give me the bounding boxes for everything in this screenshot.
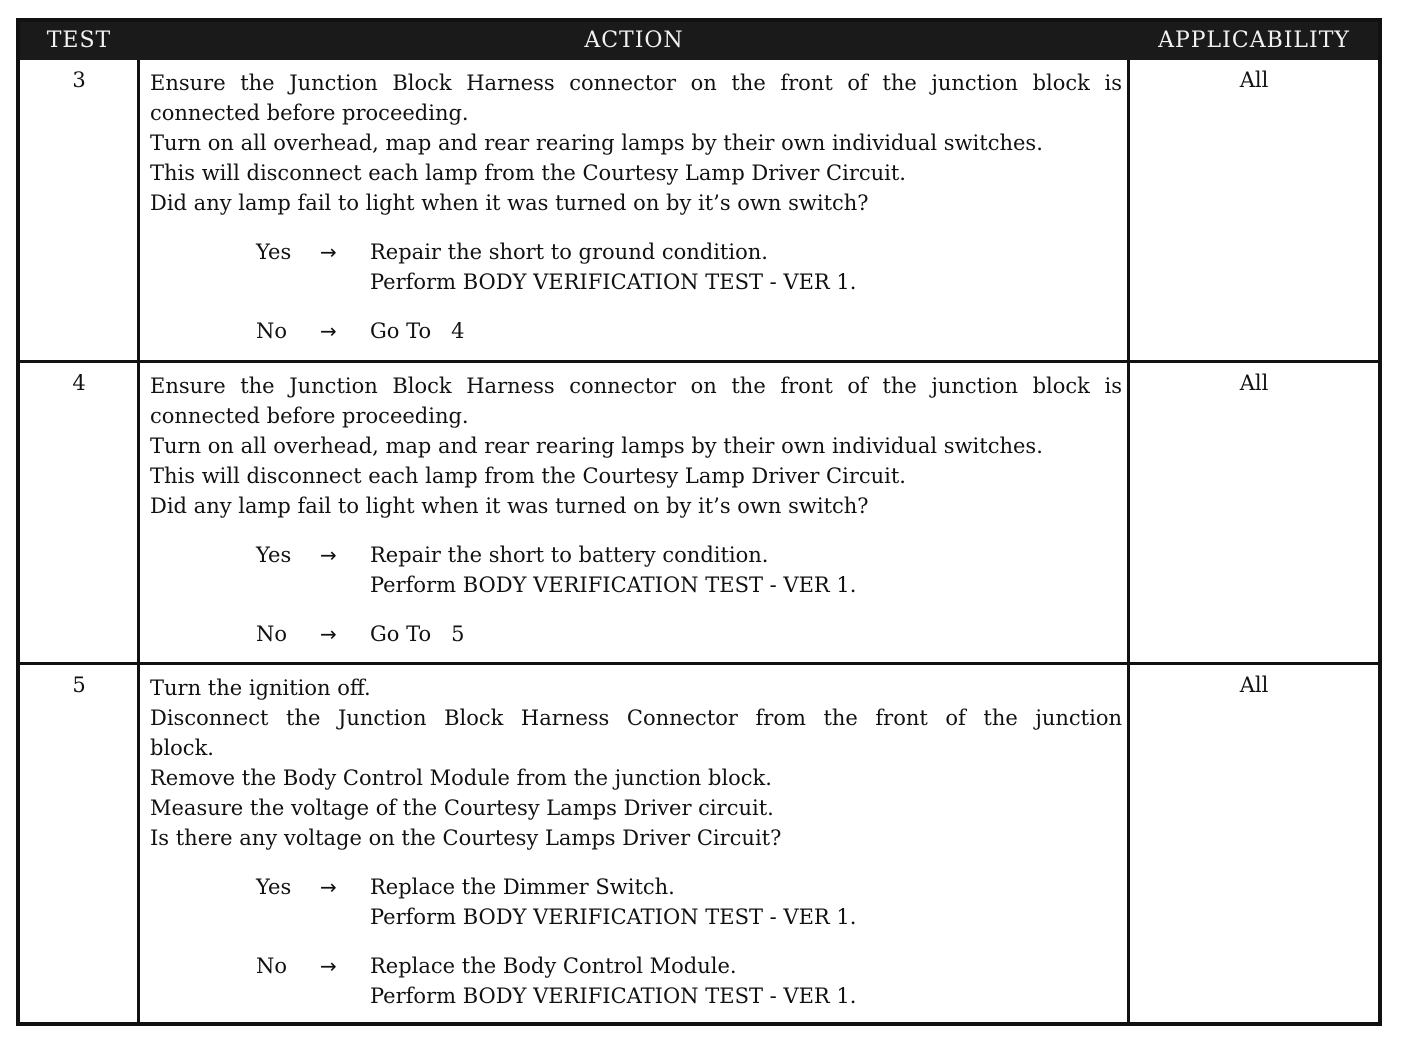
- right-arrow-icon: →: [320, 319, 337, 343]
- test-number: 4: [72, 371, 86, 395]
- no-result-verify: Perform BODY VERIFICATION TEST - VER 1.: [370, 984, 857, 1008]
- action-line: Turn on all overhead, map and rear rearing lamps by their own individual switches.: [150, 434, 1043, 458]
- no-result: Replace the Body Control Module.: [370, 954, 737, 978]
- test-number: 3: [72, 68, 86, 92]
- column-divider: [1127, 60, 1130, 1022]
- yes-label: Yes: [256, 543, 292, 567]
- yes-result: Repair the short to battery condition.: [370, 543, 769, 567]
- yes-result-verify: Perform BODY VERIFICATION TEST - VER 1.: [370, 270, 857, 294]
- action-line: Remove the Body Control Module from the junction block.: [150, 766, 772, 790]
- action-line: Is there any voltage on the Courtesy Lamps Driver Circuit?: [150, 826, 782, 850]
- table-header: [20, 22, 1378, 60]
- header-action: ACTION: [584, 28, 684, 53]
- applicability-value: All: [1239, 673, 1269, 697]
- yes-label: Yes: [256, 240, 292, 264]
- test-number: 5: [72, 673, 86, 697]
- no-answer: [150, 619, 1122, 649]
- table-row: [20, 662, 1378, 1022]
- action-line: connected before proceeding.: [150, 101, 469, 125]
- no-label: No: [256, 319, 288, 343]
- action-line: Ensure the Junction Block Harness connector on the front of the junction block is: [150, 374, 1122, 398]
- action-line: Did any lamp fail to light when it was turned on by it’s own switch?: [150, 191, 869, 215]
- action-line: connected before proceeding.: [150, 404, 469, 428]
- action-line: block.: [150, 736, 214, 760]
- yes-answer: [150, 540, 1122, 600]
- action-line: This will disconnect each lamp from the Courtesy Lamp Driver Circuit.: [150, 464, 906, 488]
- right-arrow-icon: →: [320, 954, 337, 978]
- right-arrow-icon: →: [320, 875, 337, 899]
- action-line: Turn on all overhead, map and rear rearing lamps by their own individual switches.: [150, 131, 1043, 155]
- action-line: This will disconnect each lamp from the Courtesy Lamp Driver Circuit.: [150, 161, 906, 185]
- action-line: Measure the voltage of the Courtesy Lamps Driver circuit.: [150, 796, 774, 820]
- applicability-value: All: [1239, 371, 1269, 395]
- no-answer: [150, 951, 1122, 1011]
- header-applicability: APPLICABILITY: [1158, 28, 1350, 53]
- action-cell: [150, 673, 1122, 1011]
- no-label: No: [256, 954, 288, 978]
- action-line: Ensure the Junction Block Harness connector on the front of the junction block is: [150, 71, 1122, 95]
- yes-result-verify: Perform BODY VERIFICATION TEST - VER 1.: [370, 573, 857, 597]
- right-arrow-icon: →: [320, 240, 337, 264]
- no-label: No: [256, 622, 288, 646]
- no-answer: [150, 316, 1122, 346]
- yes-answer: [150, 237, 1122, 297]
- yes-answer: [150, 872, 1122, 932]
- action-line: Did any lamp fail to light when it was turned on by it’s own switch?: [150, 494, 869, 518]
- no-result: Go To 5: [370, 622, 465, 646]
- header-test: TEST: [46, 28, 112, 53]
- no-result: Go To 4: [370, 319, 465, 343]
- yes-result-verify: Perform BODY VERIFICATION TEST - VER 1.: [370, 905, 857, 929]
- yes-result: Repair the short to ground condition.: [370, 240, 768, 264]
- right-arrow-icon: →: [320, 622, 337, 646]
- table-row: [20, 60, 1378, 360]
- action-cell: [150, 371, 1122, 649]
- applicability-value: All: [1239, 68, 1269, 92]
- table-row: [20, 360, 1378, 662]
- action-line: Turn the ignition off.: [150, 676, 371, 700]
- column-divider: [137, 60, 140, 1022]
- action-line: Disconnect the Junction Block Harness Connector from the front of the junction: [150, 706, 1122, 730]
- yes-result: Replace the Dimmer Switch.: [370, 875, 675, 899]
- right-arrow-icon: →: [320, 543, 337, 567]
- yes-label: Yes: [256, 875, 292, 899]
- diagnostic-table: [16, 18, 1382, 1026]
- action-cell: [150, 68, 1122, 346]
